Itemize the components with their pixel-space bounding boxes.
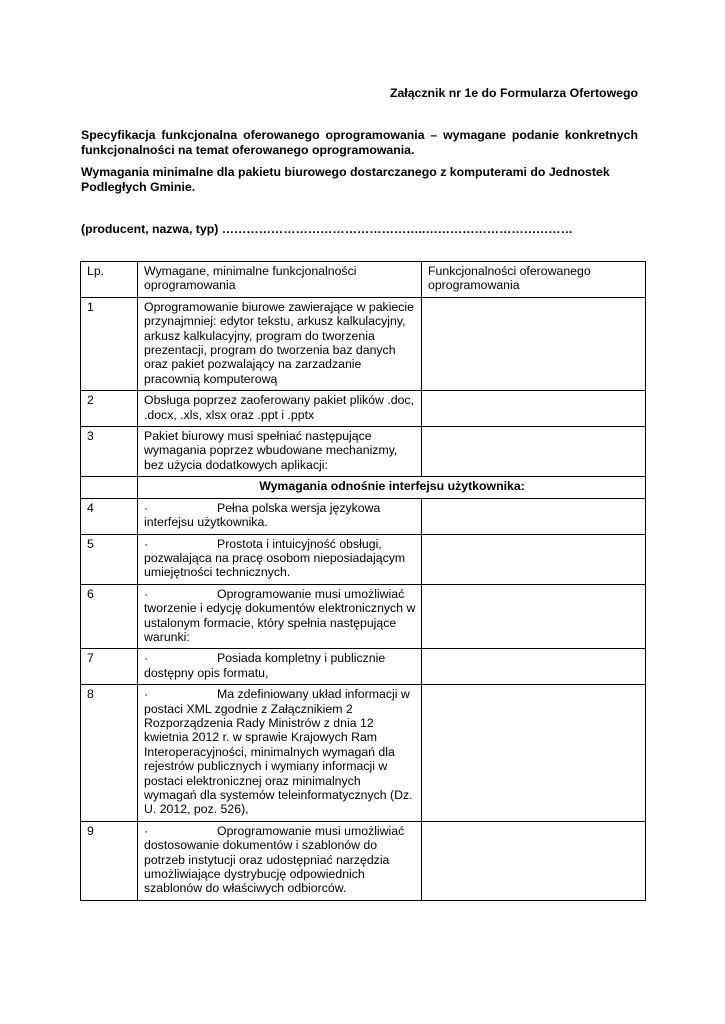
section-empty-cell — [81, 477, 138, 498]
row-requirement: Pakiet biurowy musi spełniać następujące wymagania poprzez wbudowane mechanizmy, bez użycia dodatkowych aplikacji: — [138, 427, 422, 477]
row-offered-cell[interactable] — [422, 391, 646, 427]
bullet-rest: interfejsu użytkownika. — [144, 515, 268, 530]
row-lp: 5 — [81, 534, 138, 584]
row-offered-cell[interactable] — [422, 427, 646, 477]
row-requirement — [138, 685, 422, 822]
row-lp: 4 — [81, 498, 138, 534]
bullet-rest: dostępny opis formatu, — [144, 665, 269, 680]
table-row — [81, 297, 646, 390]
bullet-marker: · — [144, 586, 149, 601]
bullet-rest: pozwalająca na pracę osobom nieposiadającym umiejętności technicznych. — [144, 550, 406, 580]
table-row — [81, 685, 646, 822]
row-requirement — [138, 534, 422, 584]
row-offered-cell[interactable] — [422, 685, 646, 822]
row-lp: 8 — [81, 685, 138, 822]
bullet-lead: Prostota i intuicyjność obsługi, — [217, 536, 382, 551]
table-header-row — [81, 262, 646, 298]
bullet-lead: Ma zdefiniowany układ informacji w — [217, 687, 410, 702]
section-title: Wymagania odnośnie interfejsu użytkownika: — [138, 477, 646, 498]
annex-label: Załącznik nr 1e do Formularza Ofertowego — [389, 86, 638, 100]
header-required: Wymagane, minimalne funkcjonalności oprogramowania — [138, 262, 422, 298]
row-offered-cell[interactable] — [422, 649, 646, 685]
table-row — [81, 584, 646, 649]
row-offered-cell[interactable] — [422, 584, 646, 649]
bullet-rest: tworzenie i edycję dokumentów elektronicznych w ustalonym formacie, który spełnia następujące warunki: — [144, 601, 416, 644]
row-requirement — [138, 498, 422, 534]
table-row — [81, 649, 646, 685]
bullet-marker: · — [144, 651, 149, 666]
row-requirement — [138, 649, 422, 685]
table-row — [81, 391, 646, 427]
row-offered-cell[interactable] — [422, 534, 646, 584]
row-offered-cell[interactable] — [422, 297, 646, 390]
bullet-marker: · — [144, 536, 149, 551]
bullet-marker: · — [144, 500, 149, 515]
bullet-marker: · — [144, 687, 149, 702]
bullet-lead: Posiada kompletny i publicznie — [217, 651, 386, 666]
header-offered: Funkcjonalności oferowanego oprogramowania — [422, 262, 646, 298]
table-row — [81, 821, 646, 900]
row-offered-cell[interactable] — [422, 821, 646, 900]
min-requirements-title: Wymagania minimalne dla pakietu biurowego dostarczanego z komputerami do Jednostek Podległych Gminie. — [81, 165, 610, 194]
header-lp: Lp. — [81, 262, 138, 298]
table-row — [81, 498, 646, 534]
row-lp: 6 — [81, 584, 138, 649]
row-offered-cell[interactable] — [422, 498, 646, 534]
producer-line: (producent, nazwa, typ) …………………………………………..……………………………… — [81, 222, 573, 236]
section-row — [81, 477, 646, 498]
row-requirement: Oprogramowanie biurowe zawierające w pakiecie przynajmniej: edytor tekstu, arkusz kalkulacyjny, arkusz kalkulacyjny, program do tworzenia prezentacji, program do tworzenia baz danych oraz pakiet pozwalający na zarzadzanie pracownią komputerową — [138, 297, 422, 390]
bullet-rest: dostosowanie dokumentów i szablonów do potrzeb instytucji oraz udostępniać narzędzia umożliwiające dystrybucję odpowiednich szablonów do właściwych odbiorców. — [144, 838, 390, 896]
bullet-rest: postaci XML zgodnie z Załącznikiem 2 Rozporządzenia Rady Ministrów z dnia 12 kwietnia 2012 r. w sprawie Krajowych Ram Interoperacyjności, minimalnych wymagań dla rejestrów publicznych i wymiany informacji w postaci elektronicznej oraz minimalnych wymagań dla systemów teleinformatycznych (Dz. U. 2012, poz. 526), — [144, 701, 413, 817]
row-requirement: Obsługa poprzez zaoferowany pakiet plików .doc, .docx, .xls, xlsx oraz .ppt i .pptx — [138, 391, 422, 427]
row-lp: 2 — [81, 391, 138, 427]
row-requirement — [138, 584, 422, 649]
bullet-marker: · — [144, 823, 149, 838]
spec-title: Specyfikacja funkcjonalna oferowanego oprogramowania – wymagane podanie konkretnych funkcjonalności na temat oferowanego oprogramowania. — [81, 128, 638, 157]
bullet-lead: Oprogramowanie musi umożliwiać — [217, 586, 405, 601]
row-lp: 3 — [81, 427, 138, 477]
row-lp: 1 — [81, 297, 138, 390]
spec-table — [80, 261, 646, 901]
bullet-lead: Oprogramowanie musi umożliwiać — [217, 823, 405, 838]
table-row — [81, 427, 646, 477]
row-lp: 7 — [81, 649, 138, 685]
row-lp: 9 — [81, 821, 138, 900]
table-row — [81, 534, 646, 584]
bullet-lead: Pełna polska wersja językowa — [217, 500, 381, 515]
row-requirement — [138, 821, 422, 900]
